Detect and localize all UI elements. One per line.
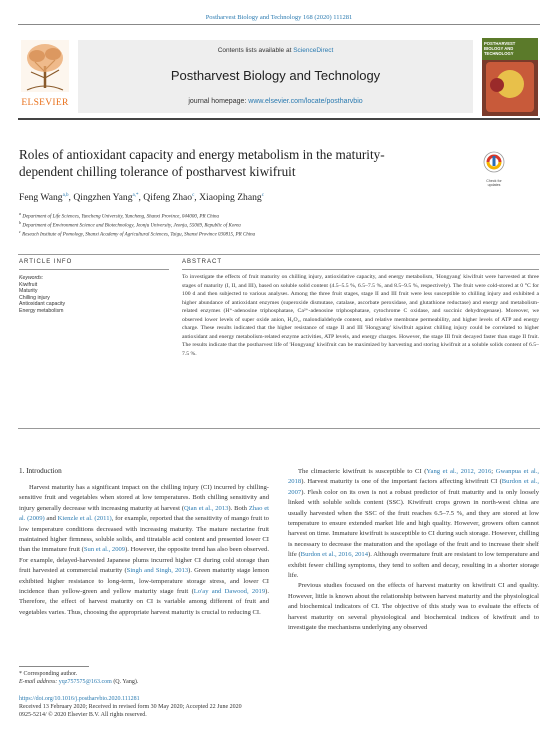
keywords-label: Keywords: <box>19 275 44 281</box>
doi-link[interactable]: https://doi.org/10.1016/j.postharvbio.2020.111281 <box>19 696 140 702</box>
check-updates-icon <box>482 150 506 174</box>
footnote-rule <box>19 666 89 667</box>
article-title <box>19 147 469 180</box>
abstract-text: To investigate the effects of fruit maturity on chilling injury, antioxidative capacity, and energy metabolism, 'Hongyang' kiwifruit were harvested at three stages of maturity (I, II, and III), based on soluble solid content (4.5–5.5 %, 6.5–7.5 %, and 8.5–9.5 %, respectively). The fruit were cold-stored at 0 °C for 100 d and then subjected to various analyses. Among the three fruit stages, stage II and III fruit were less susceptible to chilling injury and exhibited a higher abundance of antioxidant enzymes (superoxide dismutase, catalase, ascorbate peroxidase, and glutathione reductase) and energy and metabolism-related enzymes (H⁺-adenosine triphosphatase, Ca²⁺-adenosine triphosphatase, cytochrome C oxidase, and succinic dehydrogenase). Moreover, we observed lower levels of super oxide anion, H₂O₂, malondialdehyde content, and relative membrane permeability, and higher levels of ATP and energy charge. These results indicated that the higher resistance of stage II and III 'Hongyang' kiwifruit against chilling injury could be correlated to higher antioxidant and energy metabolism-related enzyme activities, ATP levels, and energy charges. However, the stage III fruit decayed faster than stage II fruit. The results indicate that the postharvest life of 'Hongyang' kiwifruit can be maximized by harvesting and storing kiwifruit at a soluble solids content of 6.5–7.5 %. <box>182 274 539 357</box>
info-rule <box>19 269 169 270</box>
citation-link[interactable]: Lo'ay and Dawood, 2019 <box>193 588 266 596</box>
check-for-updates-button[interactable] <box>482 150 506 187</box>
contents-prefix: Contents lists available at <box>217 47 294 54</box>
affiliation-sup: c <box>19 229 21 234</box>
homepage-link[interactable]: www.elsevier.com/locate/postharvbio <box>248 98 363 105</box>
journal-reference[interactable]: Postharvest Biology and Technology 168 (2020) 111281 <box>205 14 353 21</box>
intro-paragraph <box>19 483 269 618</box>
keywords-block <box>19 275 65 315</box>
email-link[interactable]: yqz757575@163.com <box>58 679 112 685</box>
paragraph-text: ). Harvest maturity is one of the important factors affecting kiwifruit CI ( <box>301 478 502 486</box>
email-suffix: (Q. Yang). <box>111 679 139 685</box>
intro-left-column <box>19 483 269 618</box>
email-line <box>19 678 138 686</box>
contents-line <box>78 47 473 54</box>
paragraph-text: ). However, the opposite trend has also been observed. For example, delayed-harvested Japanese plums incurred higher CI during cold storage than fruit harvested at commercial maturity ( <box>19 546 269 575</box>
paragraph-text: ). Green maturity stage lemon exhibited higher resistance to long-term, low-temperature storage stress, and lower CI incidence than yellow-green and yellow maturity stage fruit ( <box>19 567 269 596</box>
affiliation-rule <box>18 254 540 255</box>
author-name[interactable]: Qingzhen Yang <box>73 192 133 203</box>
citation-link[interactable]: Burdon et al., 2007 <box>288 478 539 496</box>
journal-cover-thumbnail[interactable] <box>482 38 538 116</box>
email-label: E-mail address: <box>19 679 59 685</box>
affiliation <box>19 211 219 220</box>
article-info-heading: ARTICLE INFO <box>19 259 73 265</box>
paragraph-text: ). Although overmature fruit are resistant to low temperature and exhibit fewer chilling symptoms, they tend to soften and decay, resulting in a shorter storage life. <box>288 551 539 580</box>
citation-link[interactable]: Burdon et al., 2016, 2014 <box>300 551 369 559</box>
abstract-rule <box>182 269 539 270</box>
homepage-label: journal homepage: <box>188 98 249 105</box>
paragraph-text: and <box>44 515 58 523</box>
sciencedirect-link[interactable]: ScienceDirect <box>293 47 334 54</box>
intro-paragraph <box>288 581 539 633</box>
author-name[interactable]: Qifeng Zhao <box>143 192 193 203</box>
paragraph-text: ; <box>491 468 496 475</box>
author-sup[interactable]: a,* <box>132 192 139 198</box>
author-sup[interactable]: c <box>261 192 264 198</box>
cover-text-2: BIOLOGY AND <box>484 46 514 51</box>
title-line-1: Roles of antioxidant capacity and energy metabolism in the maturity- <box>19 147 385 162</box>
cover-text-1: POSTHARVEST <box>484 41 516 46</box>
keyword: Antioxidant capacity <box>19 301 66 308</box>
publisher-name: ELSEVIER <box>21 98 69 108</box>
author-name[interactable]: Feng Wang <box>19 192 63 203</box>
affiliation-text: Department of Environment Science and Biotechnology, Jeonju University, Jeonju, 55069, Republic of Korea <box>22 223 241 229</box>
citation-link[interactable]: Singh and Singh, 2013 <box>126 567 189 575</box>
check-updates-label: Check for updates <box>486 179 502 187</box>
cover-text-3: TECHNOLOGY <box>484 51 514 56</box>
cover-title <box>484 41 536 56</box>
affiliation-sup: a <box>19 211 22 216</box>
citation-link[interactable]: Yang et al., 2012, 2016 <box>426 468 492 475</box>
copyright: 0925-5214/ © 2020 Elsevier B.V. All rights reserved. <box>19 712 147 718</box>
intro-right-column <box>288 467 539 634</box>
paragraph-text: Previous studies focused on the effects of harvest maturity on kiwifruit CI and quality. However, little is known about the relationship between harvest maturity and the physiological and biochemical indicators of CI. The objective of this study was to evaluate the effects of harvest maturity on several physiological and biochemical indices of kiwifruit and to investigate the mechanisms underlying any observed <box>288 582 539 632</box>
received-dates: Received 13 February 2020; Received in revised form 30 May 2020; Accepted 22 June 2020 <box>19 704 242 710</box>
corresponding-note: * Corresponding author. <box>19 671 78 677</box>
keyword: Energy metabolism <box>19 307 64 314</box>
paragraph-text: Harvest maturity has a significant impact on the chilling injury (CI) incurred by chilling-sensitive fruit and vegetables when stored at low temperatures. Both chilling sensitivity and injury generally decrease with increasing maturity at harvest ( <box>19 484 269 512</box>
keyword: Kiwifruit <box>19 281 38 288</box>
header-rule <box>18 118 540 120</box>
abstract-bottom-rule <box>18 428 540 429</box>
citation-link[interactable]: Sun et al., 2009 <box>83 546 126 554</box>
introduction-heading: 1. Introduction <box>19 467 62 475</box>
affiliation-sup: b <box>19 220 22 225</box>
author-sup[interactable]: a,b <box>62 192 69 198</box>
citation-link[interactable]: Zhao et al. (2009) <box>19 504 269 523</box>
citation-link[interactable]: Kienzle et al. (2011) <box>57 515 112 523</box>
author-sup[interactable]: c <box>192 192 195 198</box>
author-list: Feng Wang$^{a,b}$, Qingzhen Yang$^{a,*}$, Qifeng Zhao$^c$, Xiaoping Zhang$^c$ <box>19 192 264 203</box>
paragraph-text: ). Flesh color on its own is not a robust predictor of fruit maturity and is only loosely linked with soluble solids content (SSC). Kiwifruit crops grown in north-west china are usually harvested when the SSC of the fruit reaches 6.5–7.5 %, and they are stored at low temperature to ensure extended market life and high quality. However, growers often cannot harvest on time. Immature kiwifruit is susceptible to CI during such storage. However, chilling is necessary to decrease the maturation and the spoilage of the fruit and to increase their shelf life ( <box>288 488 539 559</box>
keyword: Chilling injury <box>19 294 50 301</box>
affiliation <box>19 220 241 229</box>
paragraph-text: ). Both <box>228 504 249 512</box>
journal-homepage <box>78 98 473 105</box>
title-line-2: dependent chilling tolerance of postharvest kiwifruit <box>19 163 296 179</box>
citation-link[interactable]: Qian et al., 2013 <box>184 504 229 512</box>
author-name[interactable]: Xiaoping Zhang <box>199 192 262 203</box>
paragraph-text: , for example, reported that the sensitivity of mango fruit to low temperature conditions decreased with increasing maturity. The mature nectarine fruit maintained higher firmness, soluble solids, and titratable acid content and presented lower CI than the immature fruit ( <box>19 515 269 554</box>
paragraph-text: ). Therefore, the effect of harvest maturity on CI is variable among different of fruit and vegetables varies. Thus, choosing the appropriate harvest maturity is crucial to reducing CI. <box>19 588 269 616</box>
affiliation-text: Reseach Institute of Pomology, Shanxi Academy of Agricultural Sciences, Taigu, Shanxi Province 030815, PR China <box>22 232 256 238</box>
affiliation <box>19 229 255 238</box>
journal-title: Postharvest Biology and Technology <box>170 68 381 83</box>
abstract-heading: ABSTRACT <box>182 259 223 265</box>
paragraph-text: The climacteric kiwifruit is susceptible to CI ( <box>298 468 427 475</box>
affiliation-text: Department of Life Sciences, Yuncheng University, Yuncheng, Shanxi Province, 044000, PR China <box>22 214 219 220</box>
top-rule <box>18 24 540 25</box>
elsevier-logo[interactable] <box>17 36 73 112</box>
citation-link[interactable]: Gwanpua et al., 2018 <box>288 468 539 486</box>
intro-paragraph <box>288 467 539 581</box>
keyword: Maturity <box>19 288 38 295</box>
